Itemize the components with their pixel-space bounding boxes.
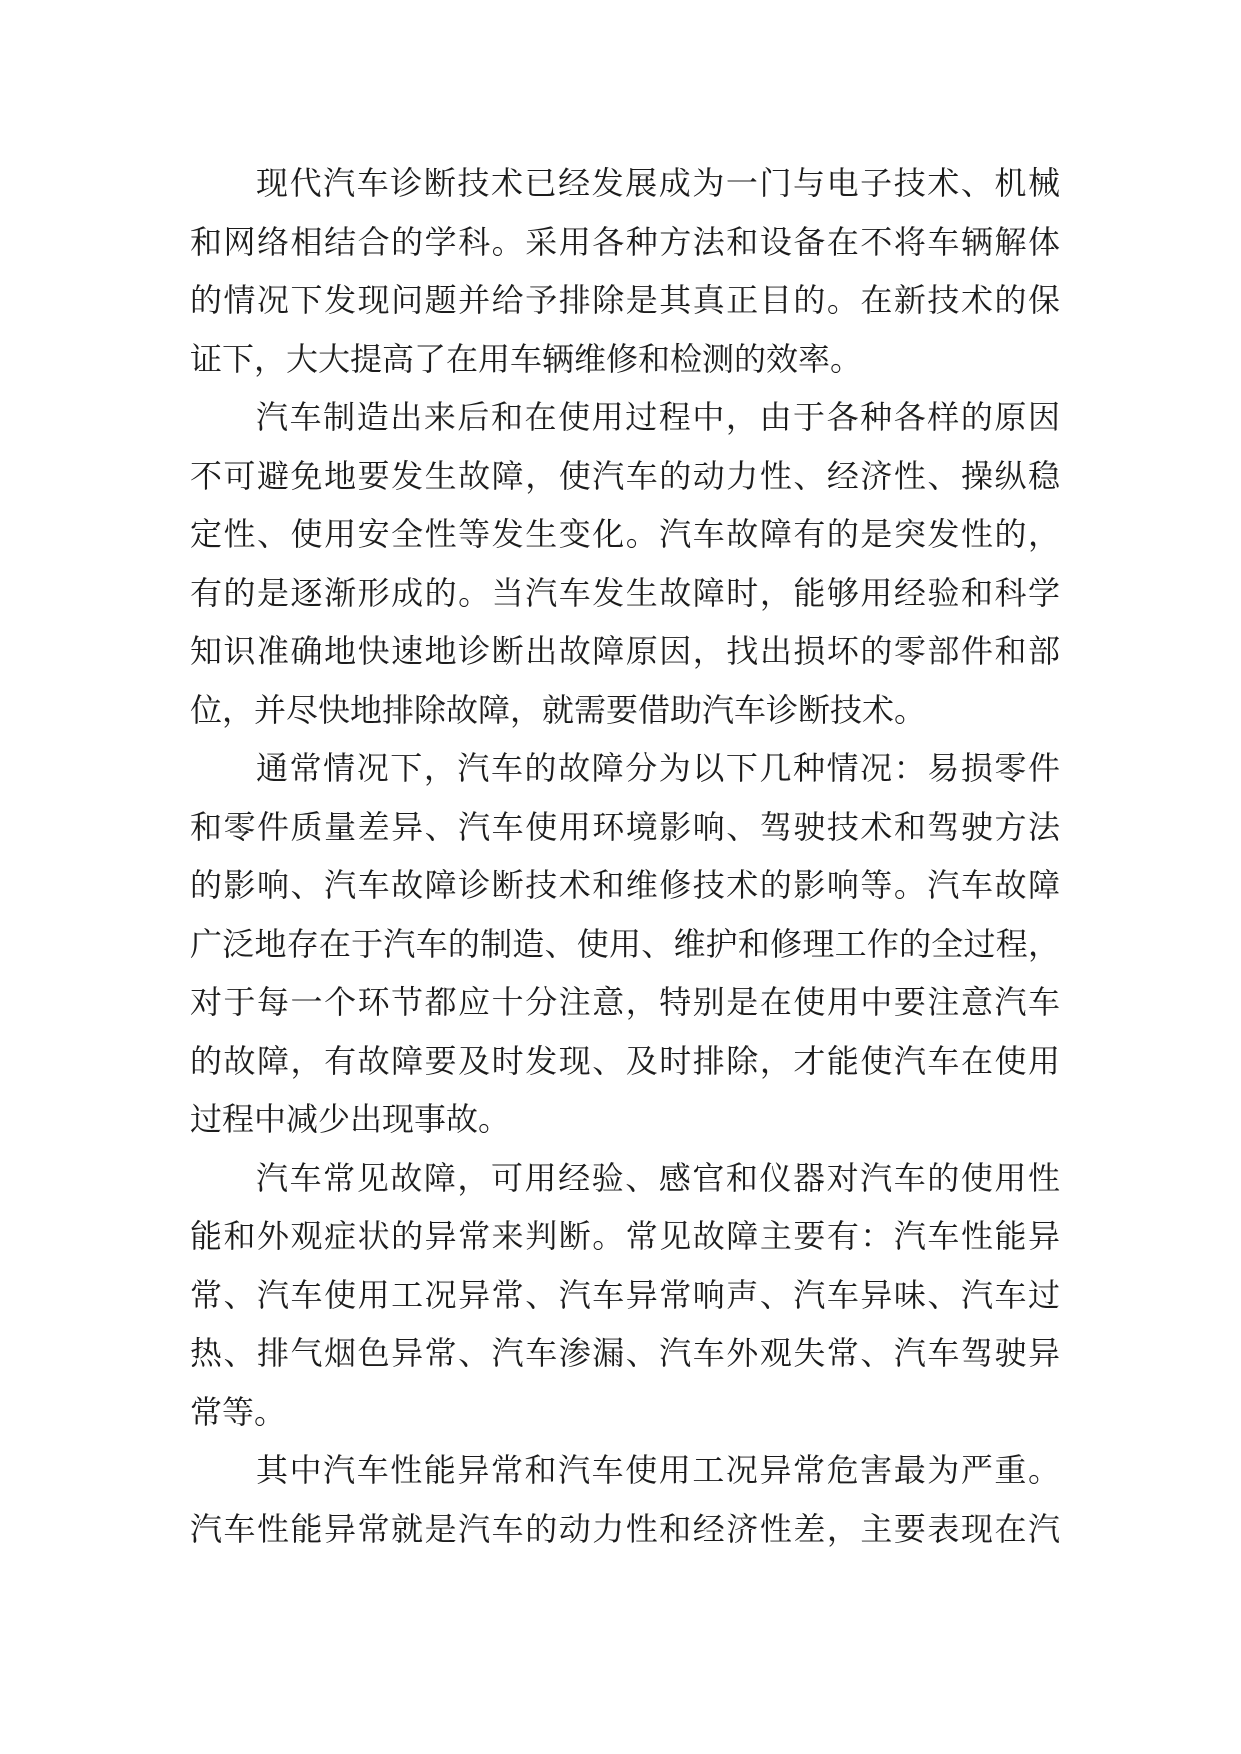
text-line: 过程中减少出现事故。 [190,1100,511,1138]
paragraph [190,739,1060,1149]
document-body [190,154,1060,1558]
text-line: 现代汽车诊断技术已经发展成为一门与电子技术、机械 [256,164,1060,202]
text-line: 热、排气烟色异常、汽车渗漏、汽车外观失常、汽车驾驶异 [190,1334,1060,1372]
text-line: 定性、使用安全性等发生变化。汽车故障有的是突发性的， [190,515,1060,553]
text-line: 汽车性能异常就是汽车的动力性和经济性差，主要表现在汽 [190,1509,1060,1548]
text-line: 能和外观症状的异常来判断。常见故障主要有：汽车性能异 [190,1217,1060,1255]
text-line: 和零件质量差异、汽车使用环境影响、驾驶技术和驾驶方法 [190,807,1060,846]
text-line: 和网络相结合的学科。采用各种方法和设备在不将车辆解体 [190,222,1060,261]
paragraph [190,388,1060,739]
text-line: 不可避免地要发生故障，使汽车的动力性、经济性、操纵稳 [190,456,1060,495]
text-line: 常、汽车使用工况异常、汽车异常响声、汽车异味、汽车过 [190,1275,1060,1314]
text-line: 位，并尽快地排除故障，就需要借助汽车诊断技术。 [190,690,927,729]
text-line: 汽车常见故障，可用经验、感官和仪器对汽车的使用性 [256,1158,1060,1197]
text-line: 广泛地存在于汽车的制造、使用、维护和修理工作的全过程， [190,924,1060,963]
text-line: 的影响、汽车故障诊断技术和维修技术的影响等。汽车故障 [190,866,1060,904]
text-line: 证下，大大提高了在用车辆维修和检测的效率。 [190,339,863,378]
paragraph [190,154,1060,388]
text-line: 的情况下发现问题并给予排除是其真正目的。在新技术的保 [190,281,1060,319]
paragraph [190,1149,1060,1442]
text-line: 对于每一个环节都应十分注意，特别是在使用中要注意汽车 [190,983,1060,1021]
text-line: 知识准确地快速地诊断出故障原因，找出损坏的零部件和部 [190,632,1060,670]
paragraph [190,1441,1060,1558]
text-line: 的故障，有故障要及时发现、及时排除，才能使汽车在使用 [190,1041,1060,1080]
text-line: 其中汽车性能异常和汽车使用工况异常危害最为严重。 [256,1451,1060,1489]
text-line: 通常情况下，汽车的故障分为以下几种情况：易损零件 [256,749,1060,787]
text-line: 有的是逐渐形成的。当汽车发生故障时，能够用经验和科学 [190,573,1060,612]
text-line: 常等。 [190,1392,287,1431]
text-line: 汽车制造出来后和在使用过程中，由于各种各样的原因 [256,398,1060,436]
